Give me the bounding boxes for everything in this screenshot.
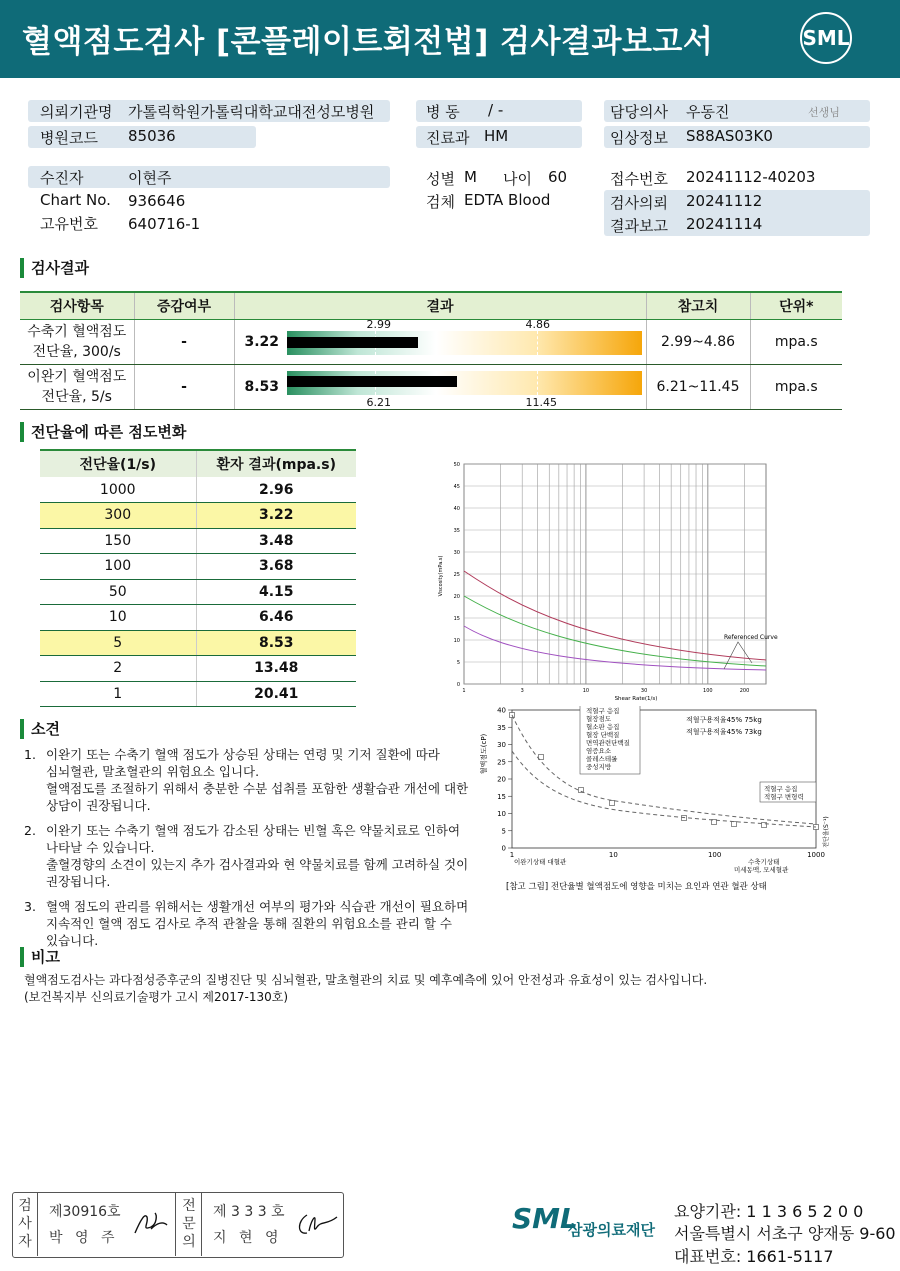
legend-75kg: 적혈구용적율45% 75kg	[686, 716, 762, 724]
y-tick-label: 35	[497, 723, 506, 732]
opinion-line: 상담이 권장됩니다.	[46, 798, 151, 813]
ref-curve-label: Referenced Curve	[724, 634, 778, 641]
shear-rate-cell: 1	[40, 681, 196, 707]
dept-label: 진료과	[426, 129, 470, 147]
factor-label: 적혈구 변형력	[764, 793, 804, 801]
results-heading: 검사결과	[20, 258, 89, 278]
y-tick-label: 25	[453, 572, 460, 578]
unit: mpa.s	[750, 364, 842, 409]
factor-label: 적혈구 응집	[764, 785, 798, 793]
col-ref: 참고치	[646, 292, 750, 319]
specimen-value: EDTA Blood	[464, 191, 551, 209]
col-result: 결과	[234, 292, 646, 319]
viscosity-value-cell: 20.41	[196, 681, 356, 707]
y-axis-label: Viscosity(mPa.s)	[438, 555, 444, 597]
viscosity-value-cell: 3.68	[196, 554, 356, 580]
left-state-label: 이완기상태 대혈관	[514, 858, 567, 866]
viscosity-value-cell: 3.48	[196, 528, 356, 554]
clinical-value: S88AS03K0	[686, 127, 773, 145]
ref-high-label: 11.45	[525, 395, 557, 409]
chart-label: Chart No.	[40, 191, 111, 209]
flag: -	[134, 319, 234, 364]
viscosity-row	[40, 681, 356, 707]
dept-value: HM	[484, 127, 509, 145]
result-row-diastolic	[20, 364, 842, 409]
factor-label: 혈장 단백질	[586, 731, 620, 739]
doctor-suffix: 선생님	[808, 106, 840, 119]
chart-value: 936646	[128, 192, 186, 210]
viscosity-row	[40, 503, 356, 529]
report-label: 결과보고	[610, 217, 668, 235]
item-name: 이완기 혈액점도	[27, 368, 127, 385]
chart-caption: [참고 그림] 전단율별 혈액점도에 영향을 미치는 요인과 연관 혈관 상태	[506, 882, 767, 892]
report-title: 혈액점도검사 [콘플레이트회전법] 검사결과보고서	[22, 24, 714, 60]
opinion-line: 이완기 또는 수축기 혈액 점도가 감소된 상태는 빈혈 혹은 약물치료로 인하여	[46, 823, 461, 838]
opinion-line: 혈액점도를 조절하기 위해서 충분한 수분 섭취를 포함한 생활습관 개선에 대한	[46, 781, 469, 796]
age-value: 60	[548, 168, 568, 186]
ref-high-mark	[537, 331, 538, 355]
result-fill-bar	[287, 376, 457, 387]
viscosity-curve-chart	[436, 456, 786, 708]
viscosity-row	[40, 630, 356, 656]
col-item: 검사항목	[20, 292, 134, 319]
ward-label: 병 동	[426, 103, 460, 121]
x-tick-label: 3	[520, 688, 524, 694]
ref-high-mark	[537, 371, 538, 395]
viscosity-row	[40, 656, 356, 682]
shear-rate-cell: 50	[40, 579, 196, 605]
opinion-number: 3.	[24, 899, 36, 914]
plot-frame	[512, 710, 816, 848]
opinion-line: 출혈경향의 소견이 있는지 추가 검사결과와 현 약물치료를 함께 고려하실 것이	[46, 857, 469, 872]
doctor-label: 담당의사	[610, 103, 668, 121]
data-marker	[610, 801, 615, 806]
opinion-number: 1.	[24, 747, 36, 762]
viscosity-row	[40, 605, 356, 631]
patient-label: 수진자	[40, 169, 84, 187]
ward-value: / -	[488, 101, 504, 119]
shear-rate-cell: 300	[40, 503, 196, 529]
x-tick-label: 100	[707, 851, 722, 859]
flag: -	[134, 364, 234, 409]
data-marker	[762, 823, 767, 828]
specialist-name: 지 현 영	[213, 1230, 283, 1246]
client-label: 의뢰기관명	[40, 103, 113, 121]
right-state-label-1: 수축기상태	[748, 858, 780, 866]
result-gauge	[235, 365, 646, 409]
viscosity-value-cell: 13.48	[196, 656, 356, 682]
factor-label: 혈장점도	[586, 715, 612, 723]
age-label: 나이	[503, 170, 532, 188]
y-tick-label: 5	[501, 827, 506, 836]
opinion-line: 혈액 점도의 관리를 위해서는 생활개선 여부의 평가와 식습관 개선이 필요하며	[46, 899, 469, 914]
specialist-number: 제 3 3 3 호	[213, 1204, 285, 1220]
col-shear-rate: 전단율(1/s)	[40, 450, 196, 477]
y-tick-label: 0	[456, 682, 460, 688]
code-label: 병원코드	[40, 129, 98, 147]
x-tick-label: 1	[509, 851, 515, 859]
id-label: 고유번호	[40, 215, 98, 233]
factor-label: 염증요소	[586, 747, 612, 755]
receipt-value: 20241112-40203	[686, 168, 816, 186]
item-rate: 전단율, 5/s	[41, 388, 112, 405]
ref-range: 6.21~11.45	[646, 364, 750, 409]
specialist-label: 전문의	[182, 1198, 196, 1250]
data-marker	[732, 822, 737, 827]
factor-label: 중성지방	[586, 763, 612, 771]
item-name: 수축기 혈액점도	[27, 323, 127, 340]
y-tick-label: 40	[453, 506, 460, 512]
y-tick-label: 40	[497, 706, 506, 715]
result-gauge	[235, 317, 646, 364]
tester-name: 박 영 주	[49, 1230, 119, 1246]
viscosity-table	[40, 449, 356, 707]
viscosity-value-cell: 8.53	[196, 630, 356, 656]
col-unit: 단위*	[750, 292, 842, 319]
col-patient-result: 환자 결과(mpa.s)	[196, 450, 356, 477]
x-tick-label: 1	[462, 688, 466, 694]
opinion-item	[24, 898, 468, 949]
x-tick-label: 100	[703, 688, 713, 694]
opinion-line: 이완기 또는 수축기 혈액 점도가 상승된 상태는 연령 및 기저 질환에 따라	[46, 747, 440, 762]
x-tick-label: 30	[640, 688, 648, 694]
opinion-item	[24, 822, 468, 890]
note-heading: 비고	[20, 947, 60, 967]
factor-label: 적혈구 응집	[586, 707, 620, 715]
patient-value: 이현주	[128, 169, 172, 187]
viscosity-value-cell: 6.46	[196, 605, 356, 631]
results-table	[20, 291, 842, 410]
unit: mpa.s	[750, 319, 842, 364]
viscosity-heading: 전단율에 따른 점도변화	[20, 422, 186, 442]
header-bar	[0, 0, 900, 78]
report-value: 20241114	[686, 215, 763, 233]
code-value: 85036	[128, 127, 176, 145]
y-right-label: 전단율(S⁻¹)	[823, 816, 830, 848]
result-value: 3.22	[244, 333, 280, 350]
tester-label: 검사자	[18, 1198, 32, 1250]
viscosity-value-cell: 4.15	[196, 579, 356, 605]
tester-number: 제30916호	[49, 1204, 121, 1220]
reference-viscosity-chart	[476, 706, 840, 894]
specimen-label: 검체	[426, 193, 455, 211]
client-value: 가톨릭학원가톨릭대학교대전성모병원	[128, 103, 375, 121]
note-line-2: (보건복지부 신의료기술평가 고시 제2017-130호)	[24, 990, 289, 1004]
signature-box	[12, 1192, 344, 1258]
opinion-number: 2.	[24, 823, 36, 838]
y-tick-label: 35	[453, 528, 460, 534]
y-axis-label: 혈액점도(cP)	[480, 733, 488, 775]
opinion-item	[24, 746, 468, 814]
viscosity-value-cell: 2.96	[196, 477, 356, 503]
y-tick-label: 15	[453, 616, 460, 622]
shear-rate-cell: 2	[40, 656, 196, 682]
opinion-line: 심뇌혈관, 말초혈관의 위험요소 입니다.	[46, 764, 260, 779]
opinion-line: 나타날 수 있습니다.	[46, 840, 155, 855]
shear-rate-cell: 10	[40, 605, 196, 631]
sex-label: 성별	[426, 170, 455, 188]
viscosity-value-cell: 3.22	[196, 503, 356, 529]
viscosity-row	[40, 477, 356, 503]
item-rate: 전단율, 300/s	[32, 343, 121, 360]
footer-logo: SML	[512, 1202, 578, 1235]
opinion-line: 권장됩니다.	[46, 874, 111, 889]
footer-address: 서울특별시 서초구 양재동 9-60	[674, 1224, 896, 1243]
y-tick-label: 10	[497, 810, 506, 818]
tester-signature	[131, 1209, 171, 1239]
shear-rate-cell: 1000	[40, 477, 196, 503]
result-value: 8.53	[244, 378, 280, 395]
req-value: 20241112	[686, 192, 763, 210]
footer-org: 삼광의료재단	[568, 1221, 655, 1239]
factor-label: 혈소판 응집	[586, 723, 620, 731]
factor-label: 콜레스테롤	[586, 755, 618, 763]
footer-phone: 대표번호: 1661-5117	[674, 1247, 834, 1266]
ref-range: 2.99~4.86	[646, 319, 750, 364]
footer-code: 요양기관: 1 1 3 6 5 2 0 0	[674, 1202, 864, 1221]
viscosity-row	[40, 579, 356, 605]
shear-rate-cell: 5	[40, 630, 196, 656]
y-tick-label: 25	[497, 758, 506, 767]
y-tick-label: 30	[497, 741, 506, 749]
y-tick-label: 30	[453, 550, 460, 556]
viscosity-row	[40, 528, 356, 554]
req-label: 검사의뢰	[610, 194, 668, 212]
result-row-systolic	[20, 319, 842, 364]
y-tick-label: 50	[453, 462, 460, 468]
y-tick-label: 5	[456, 660, 460, 666]
sex-value: M	[464, 168, 477, 186]
receipt-label: 접수번호	[610, 170, 668, 188]
opinion-heading: 소견	[20, 719, 60, 739]
shear-rate-cell: 100	[40, 554, 196, 580]
y-tick-label: 20	[453, 594, 460, 600]
y-tick-label: 0	[501, 844, 506, 853]
specialist-signature	[293, 1207, 341, 1241]
x-axis-label: Shear Rate(1/s)	[614, 696, 658, 702]
ref-high-label: 4.86	[525, 317, 550, 331]
x-tick-label: 10	[582, 688, 590, 694]
y-tick-label: 20	[497, 775, 506, 784]
doctor-value: 우동진	[686, 103, 730, 121]
viscosity-row	[40, 554, 356, 580]
legend-73kg: 적혈구용적율45% 73kg	[686, 728, 762, 736]
x-tick-label: 10	[608, 851, 618, 859]
result-fill-bar	[287, 337, 418, 348]
right-state-label-2: 미세동맥, 모세혈관	[734, 866, 789, 874]
ref-low-label: 2.99	[366, 317, 391, 331]
clinical-label: 임상정보	[610, 129, 668, 147]
y-tick-label: 45	[453, 484, 460, 490]
id-value: 640716-1	[128, 215, 201, 233]
sml-logo: SML	[800, 12, 852, 64]
opinion-line: 지속적인 혈액 점도 검사로 추적 관찰을 통해 질환의 위험요소를 관리 할 수	[46, 916, 452, 931]
factor-label: 면역관련단백질	[586, 739, 630, 747]
y-tick-label: 10	[453, 638, 460, 644]
x-tick-label: 200	[739, 688, 750, 694]
shear-rate-cell: 150	[40, 528, 196, 554]
ref-low-label: 6.21	[366, 395, 391, 409]
opinion-line: 있습니다.	[46, 933, 99, 948]
x-tick-label: 1000	[807, 851, 825, 859]
y-tick-label: 15	[497, 792, 506, 801]
col-flag: 증감여부	[134, 292, 234, 319]
note-line-1: 혈액점도검사는 과다점성증후군의 질병진단 및 심뇌혈관, 말초혈관의 치료 및 예후예측에 있어 안전성과 유효성이 있는 검사입니다.	[24, 973, 708, 987]
